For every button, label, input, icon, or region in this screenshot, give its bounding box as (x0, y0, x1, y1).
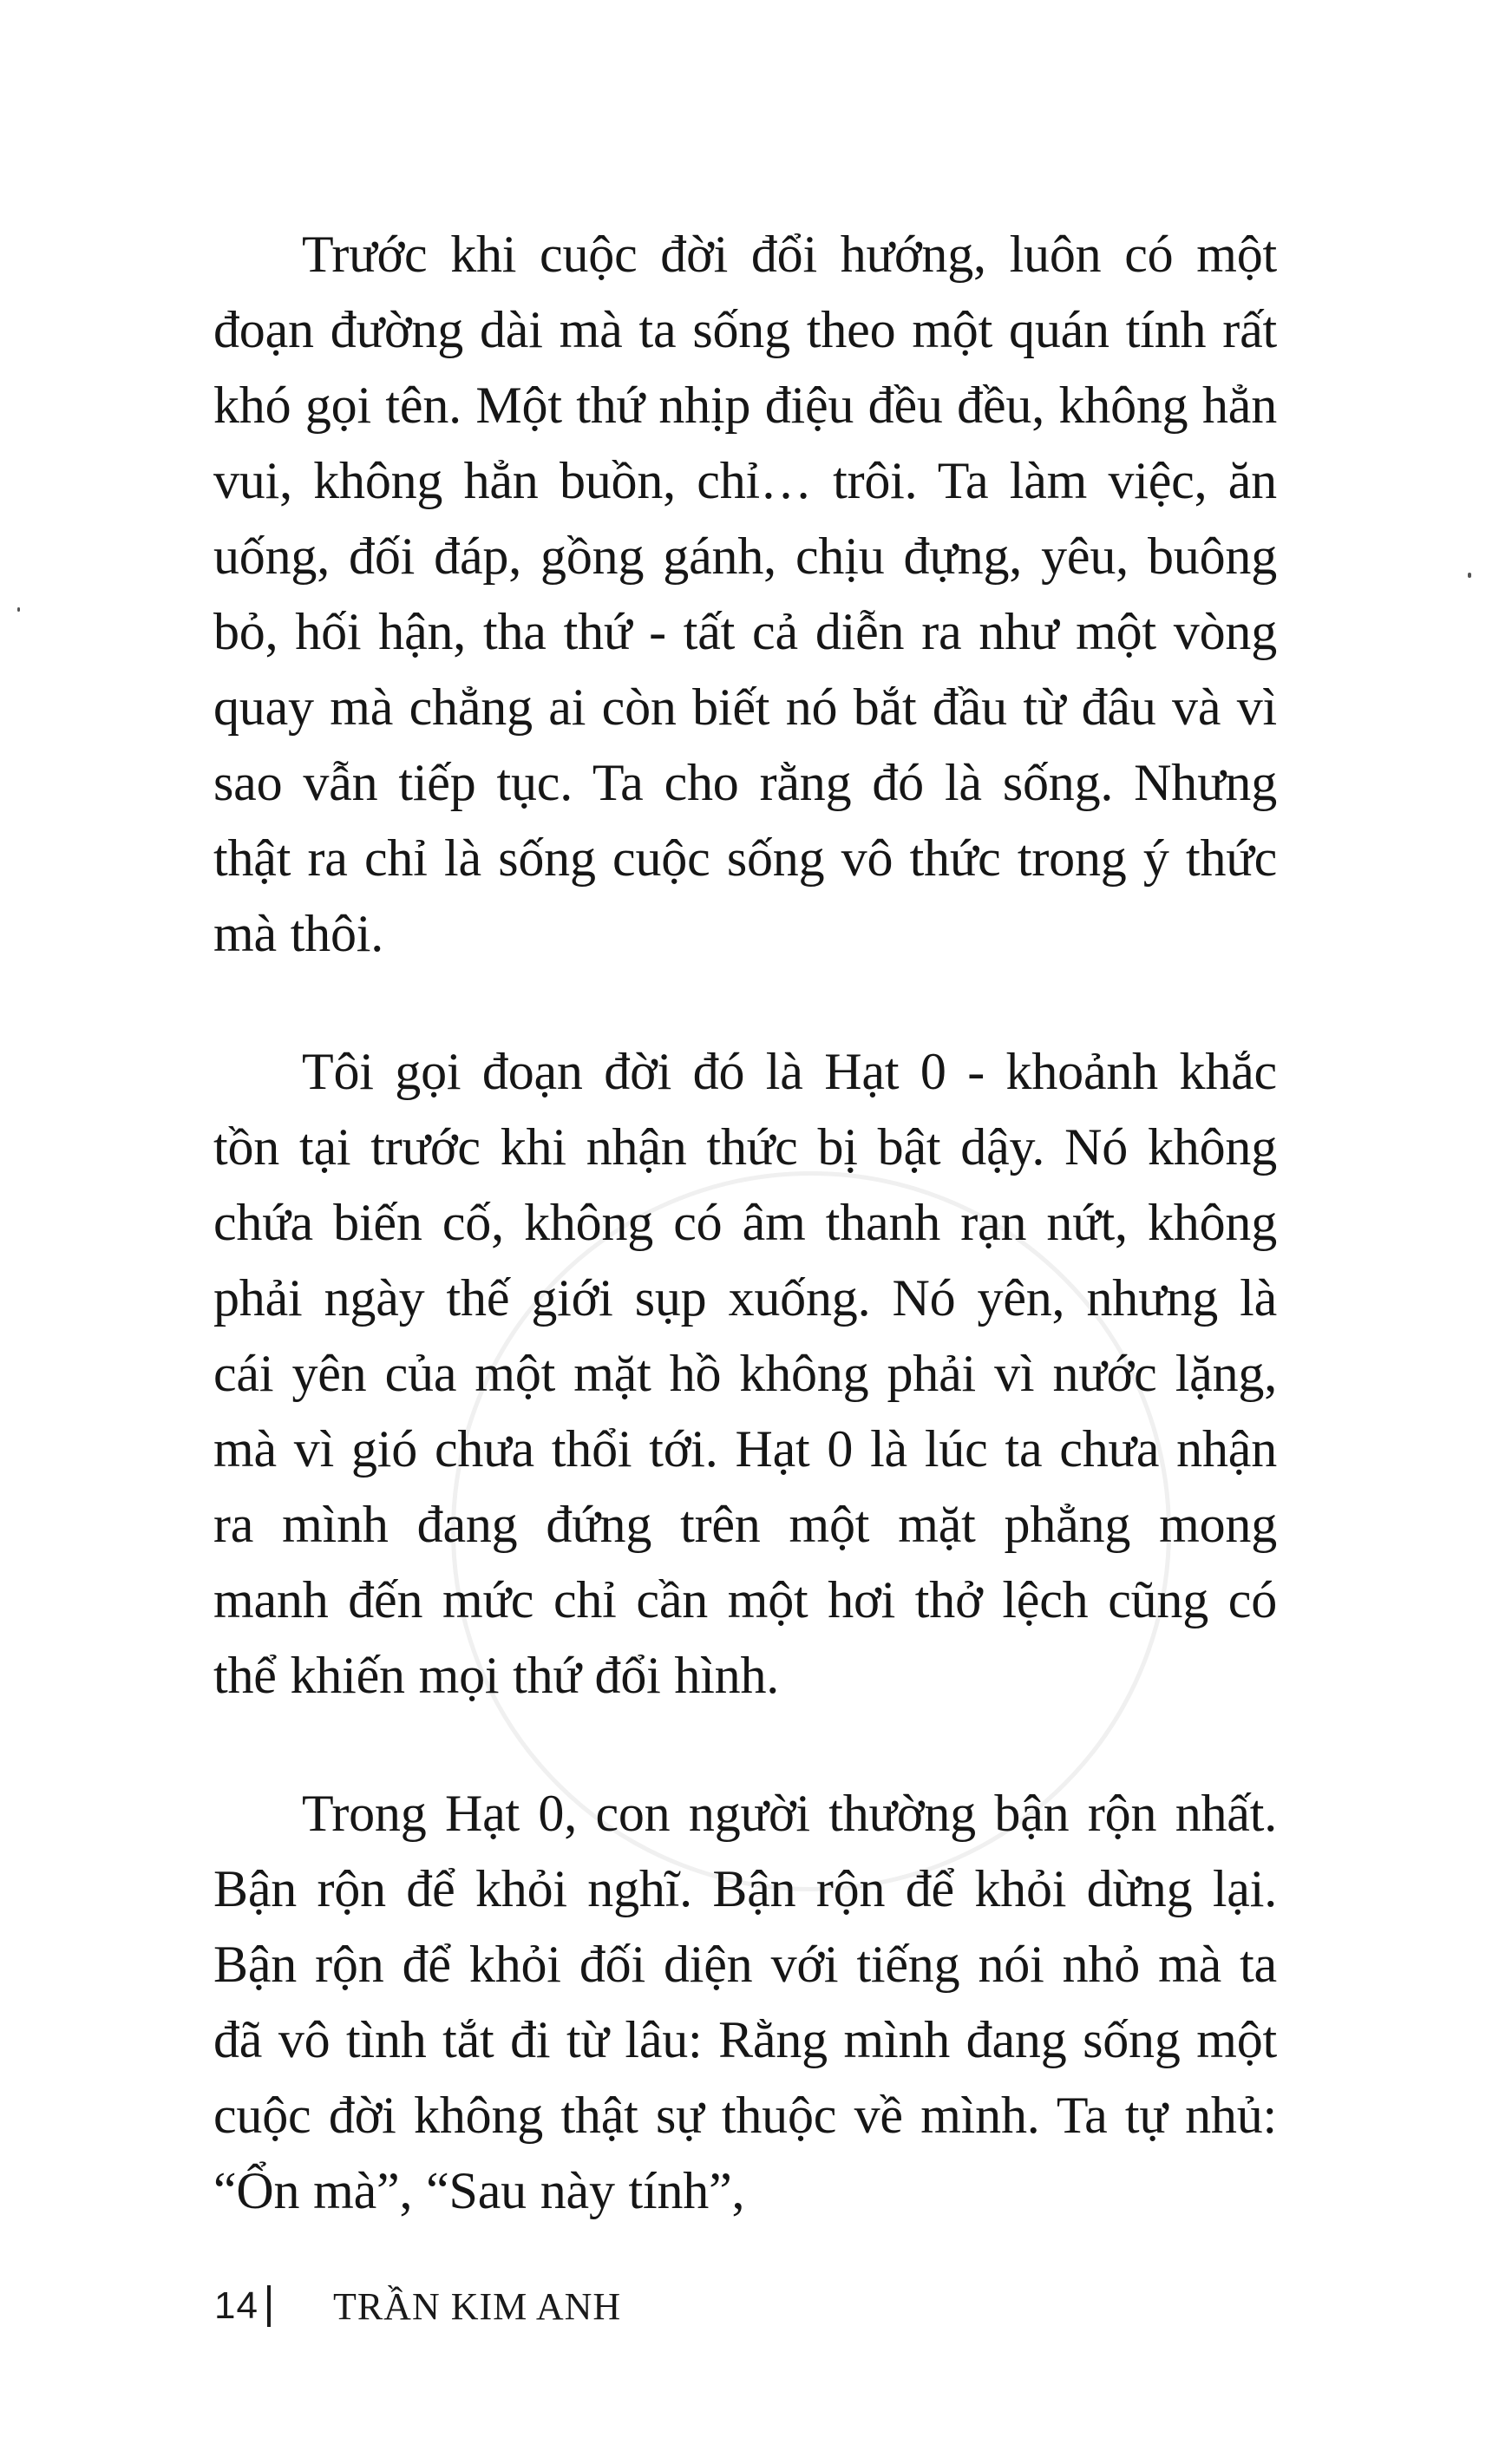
paragraph-2: Tôi gọi đoạn đời đó là Hạt 0 - khoảnh khắc tồn tại trước khi nhận thức bị bật dậy. Nó không chứa biến cố, không có âm thanh rạn nứt, không phải ngày thế giới sụp xuống. Nó yên, nhưng là cái yên của một mặt hồ không phải vì nước lặng, mà vì gió chưa thổi tới. Hạt 0 là lúc ta chưa nhận ra mình đang đứng trên một mặt phẳng mong manh đến mức chỉ cần một hơi thở lệch cũng có thể khiến mọi thứ đổi hình. (213, 1043, 1277, 1704)
footer-separator (267, 2285, 271, 2327)
ink-speck (1468, 573, 1471, 578)
page-number: 14 (214, 2284, 259, 2327)
ink-speck (17, 607, 20, 612)
author-name: TRẦN KIM ANH (332, 2284, 622, 2328)
paragraph-1: Trước khi cuộc đời đổi hướng, luôn có một đoạn đường dài mà ta sống theo một quán tính rất khó gọi tên. Một thứ nhịp điệu đều đều, không hẳn vui, không hẳn buồn, chỉ… trôi. Ta làm việc, ăn uống, đối đáp, gồng gánh, chịu đựng, yêu, buông bỏ, hối hận, tha thứ - tất cả diễn ra như một vòng quay mà chẳng ai còn biết nó bắt đầu từ đâu và vì sao vẫn tiếp tục. Ta cho rằng đó là sống. Nhưng thật ra chỉ là sống cuộc sống vô thức trong ý thức mà thôi. (213, 226, 1277, 962)
paragraph-3: Trong Hạt 0, con người thường bận rộn nhất. Bận rộn để khỏi nghĩ. Bận rộn để khỏi dừng lại. Bận rộn để khỏi đối diện với tiếng nói nhỏ mà ta đã vô tình tắt đi từ lâu: Rằng mình đang sống một cuộc đời không thật sự thuộc về mình. Ta tự nhủ: “Ổn mà”, “Sau này tính”, (213, 1785, 1277, 2219)
page-footer (214, 2280, 621, 2332)
body-text (213, 217, 1277, 2229)
